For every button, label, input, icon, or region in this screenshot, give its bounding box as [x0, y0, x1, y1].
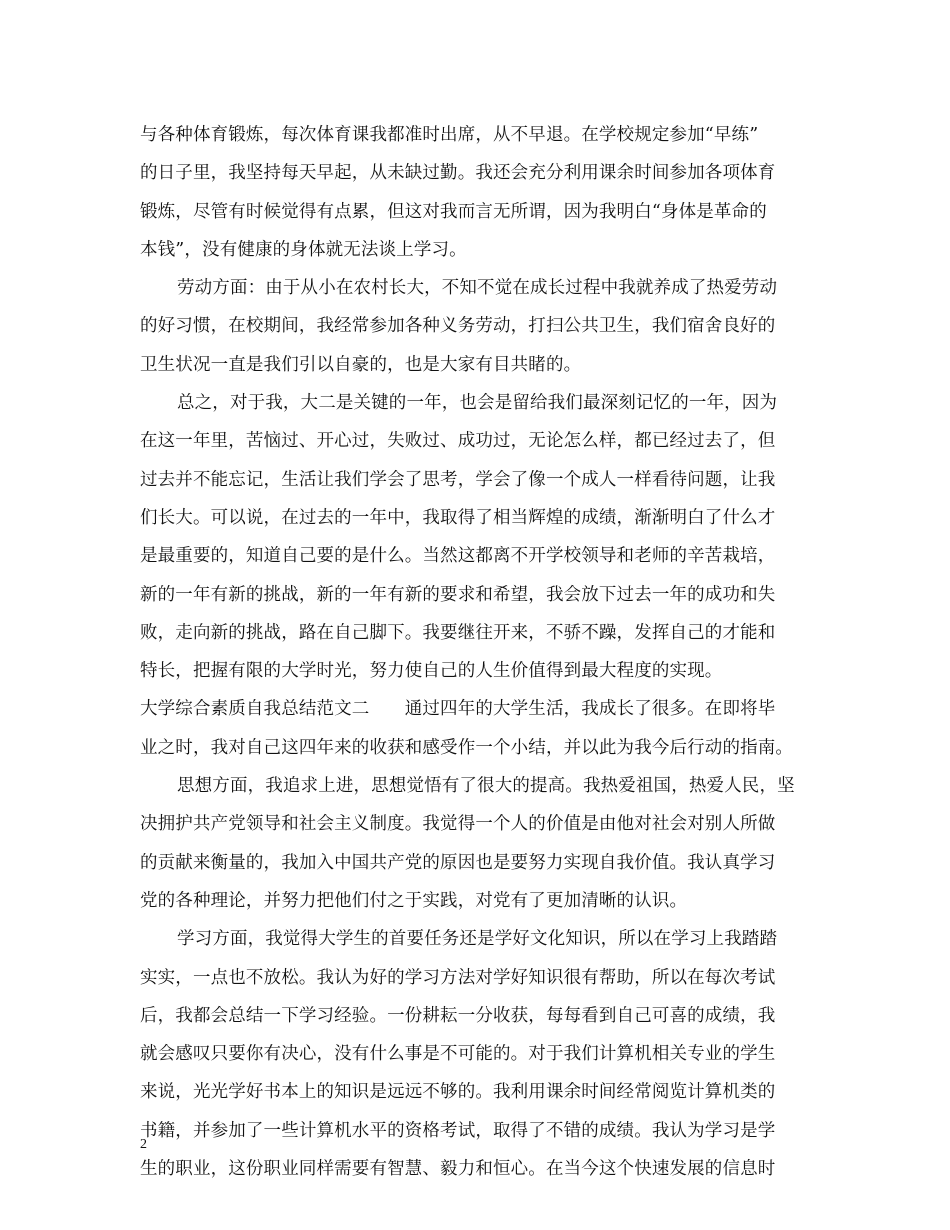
text-line: 就会感叹只要你有决心，没有什么事是不可能的。对于我们计算机相关专业的学生 — [140, 1044, 776, 1065]
text-line: 新的一年有新的挑战，新的一年有新的要求和希望，我会放下过去一年的成功和失 — [140, 584, 776, 605]
text-line: 书籍，并参加了一些计算机水平的资格考试，取得了不错的成绩。我认为学习是学 — [140, 1120, 776, 1141]
text-line: 后，我都会总结一下学习经验。一份耕耘一分收获，每每看到自己可喜的成绩，我 — [140, 1005, 776, 1026]
text-line: 来说，光光学好书本上的知识是远远不够的。我利用课余时间经常阅览计算机类的 — [140, 1082, 776, 1103]
text-line: 业之时，我对自己这四年来的收获和感受作一个小结，并以此为我今后行动的指南。 — [140, 737, 794, 758]
section-heading-line: 大学综合素质自我总结范文二 通过四年的大学生活，我成长了很多。在即将毕 — [140, 699, 776, 720]
text-line: 败，走向新的挑战，路在自己脚下。我要继往开来，不骄不躁，发挥自己的才能和 — [140, 622, 776, 643]
text-line: 过去并不能忘记，生活让我们学会了思考，学会了像一个成人一样看待问题，让我 — [140, 469, 776, 490]
paragraph-start-line: 思想方面，我追求上进，思想觉悟有了很大的提高。我热爱祖国，热爱人民，坚 — [177, 776, 795, 797]
page-number: 2 — [140, 1137, 147, 1152]
text-line: 是最重要的，知道自己要的是什么。当然这都离不开学校领导和老师的辛苦栽培， — [140, 546, 776, 567]
text-line: 党的各种理论，并努力把他们付之于实践，对党有了更加清晰的认识。 — [140, 890, 688, 911]
text-line: 的贡献来衡量的，我加入中国共产党的原因也是要努力实现自我价值。我认真学习 — [140, 852, 776, 873]
paragraph-start-line: 劳动方面：由于从小在农村长大，不知不觉在成长过程中我就养成了热爱劳动 — [177, 278, 778, 299]
paragraph-start-line: 学习方面，我觉得大学生的首要任务还是学好文化知识，所以在学习上我踏踏 — [177, 929, 778, 950]
document-body — [140, 116, 816, 1188]
text-line: 在这一年里，苦恼过、开心过，失败过、成功过，无论怎么样，都已经过去了，但 — [140, 431, 776, 452]
text-line: 的日子里，我坚持每天早起，从未缺过勤。我还会充分利用课余时间参加各项体育 — [140, 163, 776, 184]
text-line: 实实，一点也不放松。我认为好的学习方法对学好知识很有帮助，所以在每次考试 — [140, 967, 776, 988]
text-line: 的好习惯，在校期间，我经常参加各种义务劳动，打扫公共卫生，我们宿舍良好的 — [140, 316, 776, 337]
text-line: 决拥护共产党领导和社会主义制度。我觉得一个人的价值是由他对社会对别人所做 — [140, 814, 776, 835]
text-line: 特长，把握有限的大学时光，努力使自己的人生价值得到最大程度的实现。 — [140, 661, 723, 682]
text-line: 卫生状况一直是我们引以自豪的，也是大家有目共睹的。 — [140, 354, 582, 375]
paragraph-start-line: 总之，对于我，大二是关键的一年，也会是留给我们最深刻记忆的一年，因为 — [177, 393, 778, 414]
text-line: 们长大。可以说，在过去的一年中，我取得了相当辉煌的成绩，渐渐明白了什么才 — [140, 507, 776, 528]
text-line: 本钱”，没有健康的身体就无法谈上学习。 — [140, 239, 467, 260]
text-line: 锻炼，尽管有时候觉得有点累，但这对我而言无所谓，因为我明白“身体是革命的 — [140, 201, 767, 222]
text-line: 与各种体育锻炼，每次体育课我都准时出席，从不早退。在学校规定参加“早练” — [140, 125, 759, 145]
text-line: 生的职业，这份职业同样需要有智慧、毅力和恒心。在当今这个快速发展的信息时 — [140, 1159, 776, 1180]
